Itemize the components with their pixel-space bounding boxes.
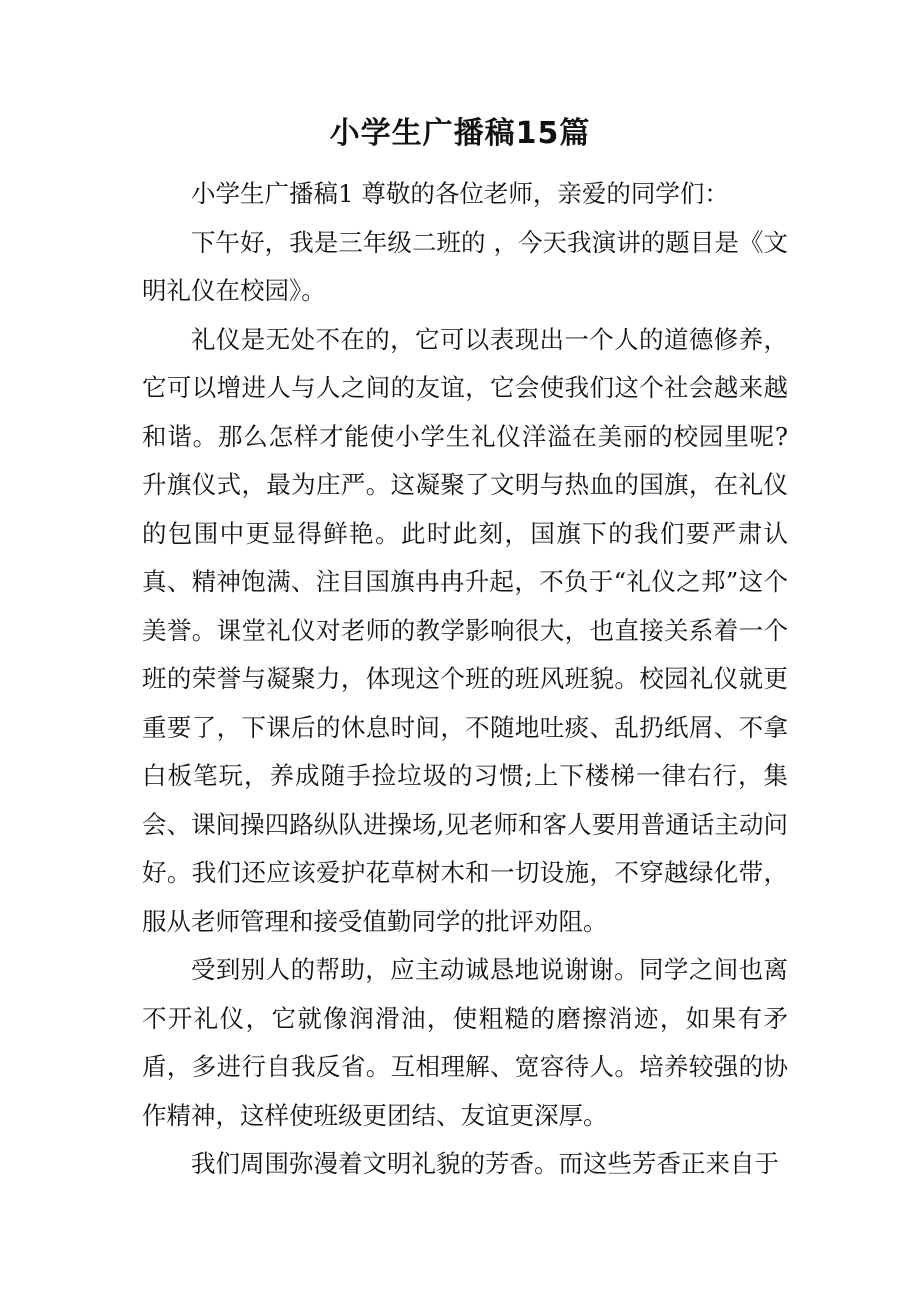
paragraph-intro: 下午好，我是三年级二班的 ，今天我演讲的题目是《文明礼仪在校园》。 [142, 227, 788, 305]
paragraph-greeting: 小学生广播稿1 尊敬的各位老师，亲爱的同学们： [191, 179, 729, 208]
paragraph-helping: 受到别人的帮助，应主动诚恳地说谢谢。同学之间也离不开礼仪，它就像润滑油，使粗糙的磨擦消迹，如果有矛盾，多进行自我反省。互相理解、宽容待人。培养较强的协作精神，这样使班级更团结、友谊更深厚。 [142, 955, 788, 1130]
document-body [142, 170, 788, 1189]
paragraph-fragrance: 我们周围弥漫着文明礼貌的芳香。而这些芳香正来自于 [191, 1149, 779, 1178]
paragraph-etiquette: 礼仪是无处不在的，它可以表现出一个人的道德修养，它可以增进人与人之间的友谊，它会使我们这个社会越来越和谐。那么怎样才能使小学生礼仪洋溢在美丽的校园里呢?升旗仪式，最为庄严。这凝聚了文明与热血的国旗，在礼仪的包围中更显得鲜艳。此时此刻，国旗下的我们要严肃认真、精神饱满、注目国旗冉冉升起，不负于“礼仪之邦”这个美誉。课堂礼仪对老师的教学影响很大，也直接关系着一个班的荣誉与凝聚力，体现这个班的班风班貌。校园礼仪就更重要了，下课后的休息时间，不随地吐痰、乱扔纸屑、不拿白板笔玩，养成随手捡垃圾的习惯;上下楼梯一律右行，集会、课间操四路纵队进操场,见老师和客人要用普通话主动问好。我们还应该爱护花草树木和一切设施，不穿越绿化带，服从老师管理和接受值勤同学的批评劝阻。 [142, 324, 788, 936]
document-title: 小学生广播稿15篇 [329, 116, 591, 151]
